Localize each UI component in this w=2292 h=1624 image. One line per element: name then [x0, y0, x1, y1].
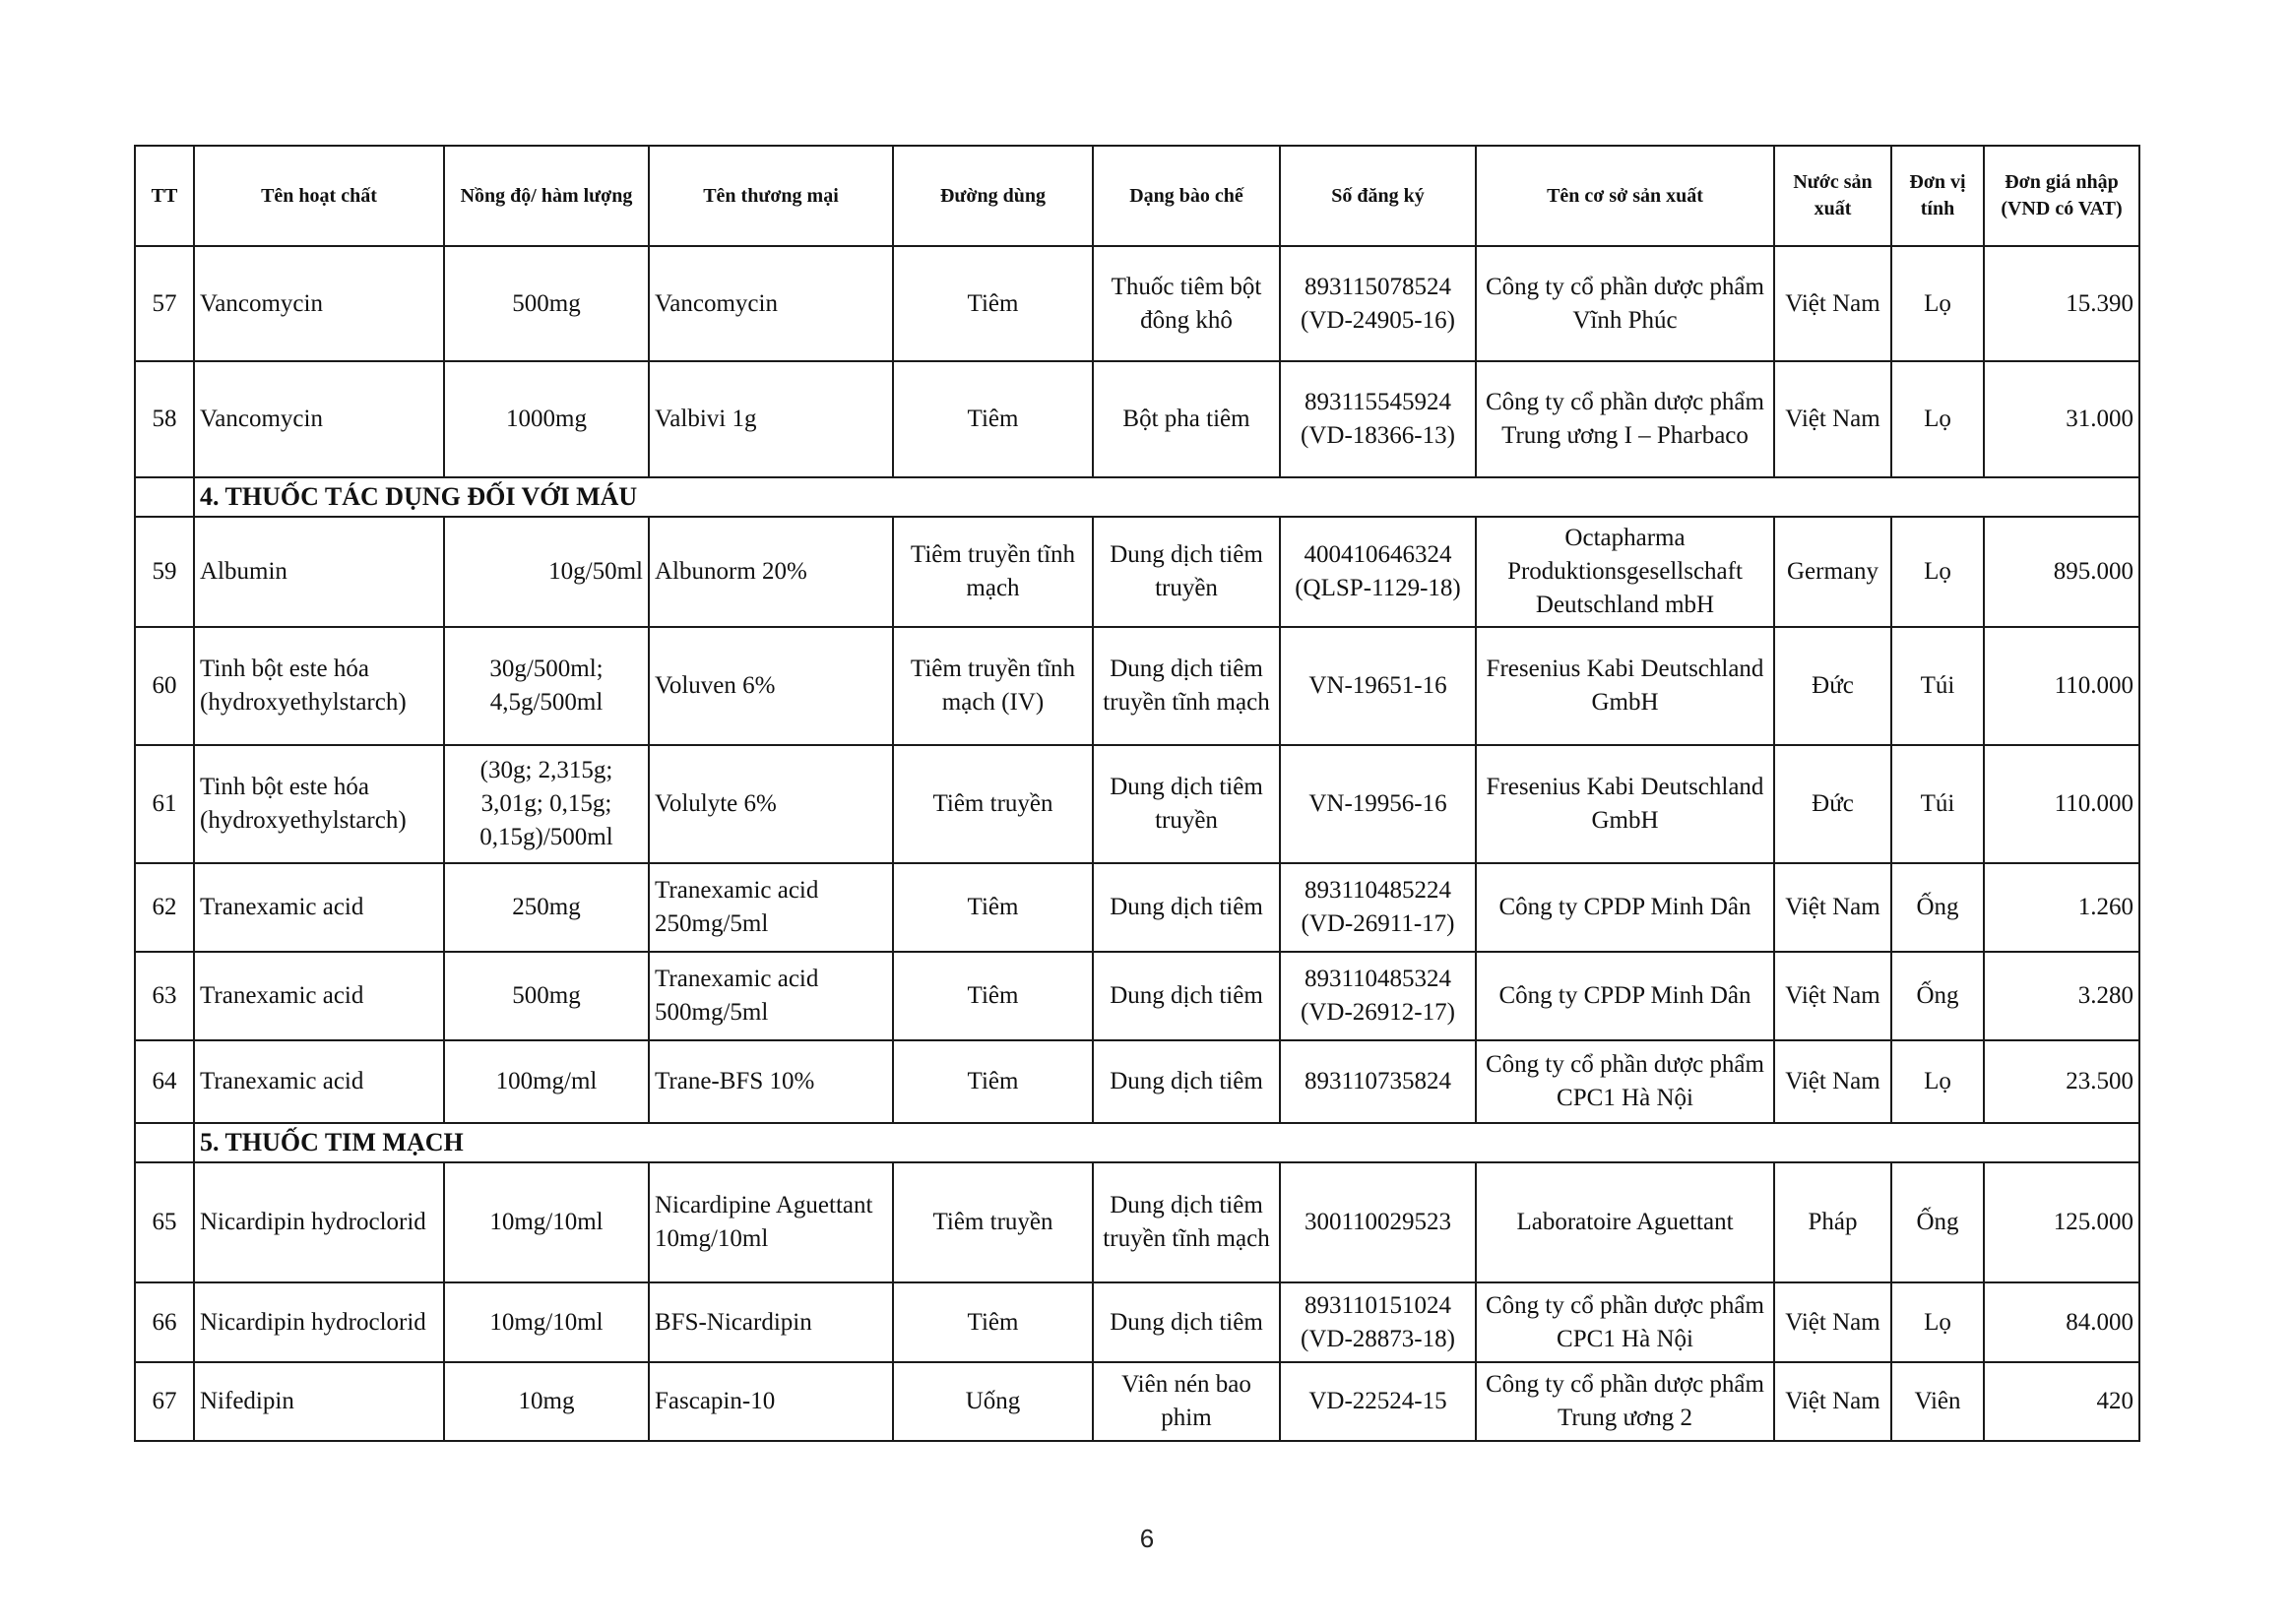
cell-reg: 893110735824	[1280, 1040, 1476, 1123]
cell-unit: Lọ	[1891, 1040, 1984, 1123]
cell-tt: 59	[135, 517, 194, 627]
table-row	[135, 1162, 2139, 1282]
cell-price: 31.000	[1984, 361, 2139, 477]
header-strength: Nồng độ/ hàm lượng	[444, 146, 649, 246]
table-row	[135, 1282, 2139, 1362]
cell-strength: 10mg/10ml	[444, 1282, 649, 1362]
cell-active: Vancomycin	[194, 361, 444, 477]
cell-form: Dung dịch tiêm	[1093, 1282, 1280, 1362]
table-row	[135, 627, 2139, 745]
header-active-ingredient: Tên hoạt chất	[194, 146, 444, 246]
cell-maker: Công ty cổ phần dược phẩm Trung ương I – Pharbaco	[1476, 361, 1774, 477]
cell-price: 110.000	[1984, 627, 2139, 745]
cell-strength: 30g/500ml; 4,5g/500ml	[444, 627, 649, 745]
cell-form: Dung dịch tiêm truyền tĩnh mạch	[1093, 1162, 1280, 1282]
cell-tt: 61	[135, 745, 194, 863]
cell-unit: Lọ	[1891, 361, 1984, 477]
section-row-blood	[135, 477, 2139, 517]
cell-tt: 64	[135, 1040, 194, 1123]
cell-price: 15.390	[1984, 246, 2139, 361]
cell-tt: 65	[135, 1162, 194, 1282]
cell-tt: 57	[135, 246, 194, 361]
drug-price-table	[134, 145, 2140, 1442]
cell-tt: 62	[135, 863, 194, 952]
cell-unit: Túi	[1891, 627, 1984, 745]
cell-reg: 893110485324 (VD-26912-17)	[1280, 952, 1476, 1040]
header-dosage-form: Dạng bào chế	[1093, 146, 1280, 246]
cell-route: Tiêm truyền tĩnh mạch (IV)	[893, 627, 1093, 745]
cell-reg: 400410646324 (QLSP-1129-18)	[1280, 517, 1476, 627]
cell-trade: Fascapin-10	[649, 1362, 893, 1441]
cell-route: Tiêm truyền	[893, 1162, 1093, 1282]
cell-active: Tinh bột este hóa (hydroxyethylstarch)	[194, 627, 444, 745]
cell-reg: 893110485224 (VD-26911-17)	[1280, 863, 1476, 952]
section-spacer	[135, 477, 194, 517]
cell-maker: Công ty CPDP Minh Dân	[1476, 863, 1774, 952]
header-manufacturer: Tên cơ sở sản xuất	[1476, 146, 1774, 246]
cell-country: Đức	[1774, 627, 1891, 745]
header-trade-name: Tên thương mại	[649, 146, 893, 246]
cell-price: 125.000	[1984, 1162, 2139, 1282]
cell-reg: 893115078524 (VD-24905-16)	[1280, 246, 1476, 361]
cell-maker: Laboratoire Aguettant	[1476, 1162, 1774, 1282]
table-row	[135, 361, 2139, 477]
cell-strength: 100mg/ml	[444, 1040, 649, 1123]
section-title-blood: 4. THUỐC TÁC DỤNG ĐỐI VỚI MÁU	[194, 477, 2139, 517]
cell-country: Việt Nam	[1774, 863, 1891, 952]
cell-form: Dung dịch tiêm truyền	[1093, 745, 1280, 863]
cell-reg: 300110029523	[1280, 1162, 1476, 1282]
cell-maker: Octapharma Produktionsgesellschaft Deutschland mbH	[1476, 517, 1774, 627]
cell-active: Tranexamic acid	[194, 863, 444, 952]
table-row	[135, 863, 2139, 952]
cell-price: 420	[1984, 1362, 2139, 1441]
cell-form: Viên nén bao phim	[1093, 1362, 1280, 1441]
cell-active: Albumin	[194, 517, 444, 627]
cell-country: Việt Nam	[1774, 361, 1891, 477]
cell-strength: (30g; 2,315g; 3,01g; 0,15g; 0,15g)/500ml	[444, 745, 649, 863]
cell-country: Pháp	[1774, 1162, 1891, 1282]
cell-active: Tranexamic acid	[194, 952, 444, 1040]
cell-route: Uống	[893, 1362, 1093, 1441]
cell-maker: Fresenius Kabi Deutschland GmbH	[1476, 745, 1774, 863]
cell-route: Tiêm truyền tĩnh mạch	[893, 517, 1093, 627]
cell-price: 110.000	[1984, 745, 2139, 863]
cell-trade: Vancomycin	[649, 246, 893, 361]
cell-trade: Valbivi 1g	[649, 361, 893, 477]
page-number: 6	[1139, 1524, 1155, 1553]
cell-form: Dung dịch tiêm truyền	[1093, 517, 1280, 627]
cell-trade: Volulyte 6%	[649, 745, 893, 863]
cell-maker: Công ty cổ phần dược phẩm Trung ương 2	[1476, 1362, 1774, 1441]
cell-strength: 500mg	[444, 952, 649, 1040]
cell-unit: Túi	[1891, 745, 1984, 863]
cell-country: Việt Nam	[1774, 246, 1891, 361]
cell-strength: 10g/50ml	[444, 517, 649, 627]
cell-active: Tranexamic acid	[194, 1040, 444, 1123]
table-row	[135, 1040, 2139, 1123]
cell-route: Tiêm	[893, 952, 1093, 1040]
cell-maker: Công ty cổ phần dược phẩm CPC1 Hà Nội	[1476, 1282, 1774, 1362]
cell-maker: Công ty cổ phần dược phẩm CPC1 Hà Nội	[1476, 1040, 1774, 1123]
cell-price: 3.280	[1984, 952, 2139, 1040]
table-header-row	[135, 146, 2139, 246]
cell-form: Dung dịch tiêm	[1093, 863, 1280, 952]
cell-trade: BFS-Nicardipin	[649, 1282, 893, 1362]
cell-strength: 250mg	[444, 863, 649, 952]
cell-route: Tiêm	[893, 246, 1093, 361]
cell-country: Germany	[1774, 517, 1891, 627]
table-row	[135, 517, 2139, 627]
cell-route: Tiêm	[893, 361, 1093, 477]
cell-tt: 67	[135, 1362, 194, 1441]
cell-reg: 893115545924 (VD-18366-13)	[1280, 361, 1476, 477]
cell-price: 23.500	[1984, 1040, 2139, 1123]
cell-form: Dung dịch tiêm	[1093, 952, 1280, 1040]
cell-country: Việt Nam	[1774, 1282, 1891, 1362]
cell-trade: Tranexamic acid 500mg/5ml	[649, 952, 893, 1040]
cell-unit: Lọ	[1891, 246, 1984, 361]
cell-country: Việt Nam	[1774, 1362, 1891, 1441]
cell-strength: 1000mg	[444, 361, 649, 477]
section-title-cardio: 5. THUỐC TIM MẠCH	[194, 1123, 2139, 1162]
cell-tt: 66	[135, 1282, 194, 1362]
cell-trade: Nicardipine Aguettant 10mg/10ml	[649, 1162, 893, 1282]
section-spacer	[135, 1123, 194, 1162]
cell-tt: 58	[135, 361, 194, 477]
cell-country: Việt Nam	[1774, 952, 1891, 1040]
header-route: Đường dùng	[893, 146, 1093, 246]
cell-strength: 10mg/10ml	[444, 1162, 649, 1282]
cell-form: Thuốc tiêm bột đông khô	[1093, 246, 1280, 361]
cell-unit: Ống	[1891, 863, 1984, 952]
cell-unit: Lọ	[1891, 517, 1984, 627]
cell-trade: Trane-BFS 10%	[649, 1040, 893, 1123]
cell-strength: 500mg	[444, 246, 649, 361]
cell-active: Vancomycin	[194, 246, 444, 361]
cell-price: 895.000	[1984, 517, 2139, 627]
cell-active: Nicardipin hydroclorid	[194, 1162, 444, 1282]
cell-form: Dung dịch tiêm truyền tĩnh mạch	[1093, 627, 1280, 745]
cell-maker: Fresenius Kabi Deutschland GmbH	[1476, 627, 1774, 745]
header-price: Đơn giá nhập (VND có VAT)	[1984, 146, 2139, 246]
cell-strength: 10mg	[444, 1362, 649, 1441]
table-row	[135, 745, 2139, 863]
header-unit: Đơn vị tính	[1891, 146, 1984, 246]
cell-reg: VN-19651-16	[1280, 627, 1476, 745]
cell-active: Tinh bột este hóa (hydroxyethylstarch)	[194, 745, 444, 863]
cell-country: Việt Nam	[1774, 1040, 1891, 1123]
header-country: Nước sản xuất	[1774, 146, 1891, 246]
cell-country: Đức	[1774, 745, 1891, 863]
cell-route: Tiêm	[893, 863, 1093, 952]
cell-unit: Ống	[1891, 1162, 1984, 1282]
cell-reg: VN-19956-16	[1280, 745, 1476, 863]
header-registration-number: Số đăng ký	[1280, 146, 1476, 246]
cell-tt: 63	[135, 952, 194, 1040]
table-row	[135, 1362, 2139, 1441]
cell-reg: 893110151024 (VD-28873-18)	[1280, 1282, 1476, 1362]
section-row-cardio	[135, 1123, 2139, 1162]
cell-reg: VD-22524-15	[1280, 1362, 1476, 1441]
cell-form: Bột pha tiêm	[1093, 361, 1280, 477]
table-row	[135, 952, 2139, 1040]
cell-price: 84.000	[1984, 1282, 2139, 1362]
cell-form: Dung dịch tiêm	[1093, 1040, 1280, 1123]
cell-tt: 60	[135, 627, 194, 745]
cell-maker: Công ty cổ phần dược phẩm Vĩnh Phúc	[1476, 246, 1774, 361]
cell-unit: Lọ	[1891, 1282, 1984, 1362]
cell-trade: Albunorm 20%	[649, 517, 893, 627]
cell-route: Tiêm	[893, 1040, 1093, 1123]
cell-trade: Voluven 6%	[649, 627, 893, 745]
cell-unit: Ống	[1891, 952, 1984, 1040]
cell-price: 1.260	[1984, 863, 2139, 952]
cell-unit: Viên	[1891, 1362, 1984, 1441]
cell-trade: Tranexamic acid 250mg/5ml	[649, 863, 893, 952]
header-tt: TT	[135, 146, 194, 246]
cell-active: Nicardipin hydroclorid	[194, 1282, 444, 1362]
cell-route: Tiêm truyền	[893, 745, 1093, 863]
table-row	[135, 246, 2139, 361]
cell-route: Tiêm	[893, 1282, 1093, 1362]
cell-maker: Công ty CPDP Minh Dân	[1476, 952, 1774, 1040]
cell-active: Nifedipin	[194, 1362, 444, 1441]
